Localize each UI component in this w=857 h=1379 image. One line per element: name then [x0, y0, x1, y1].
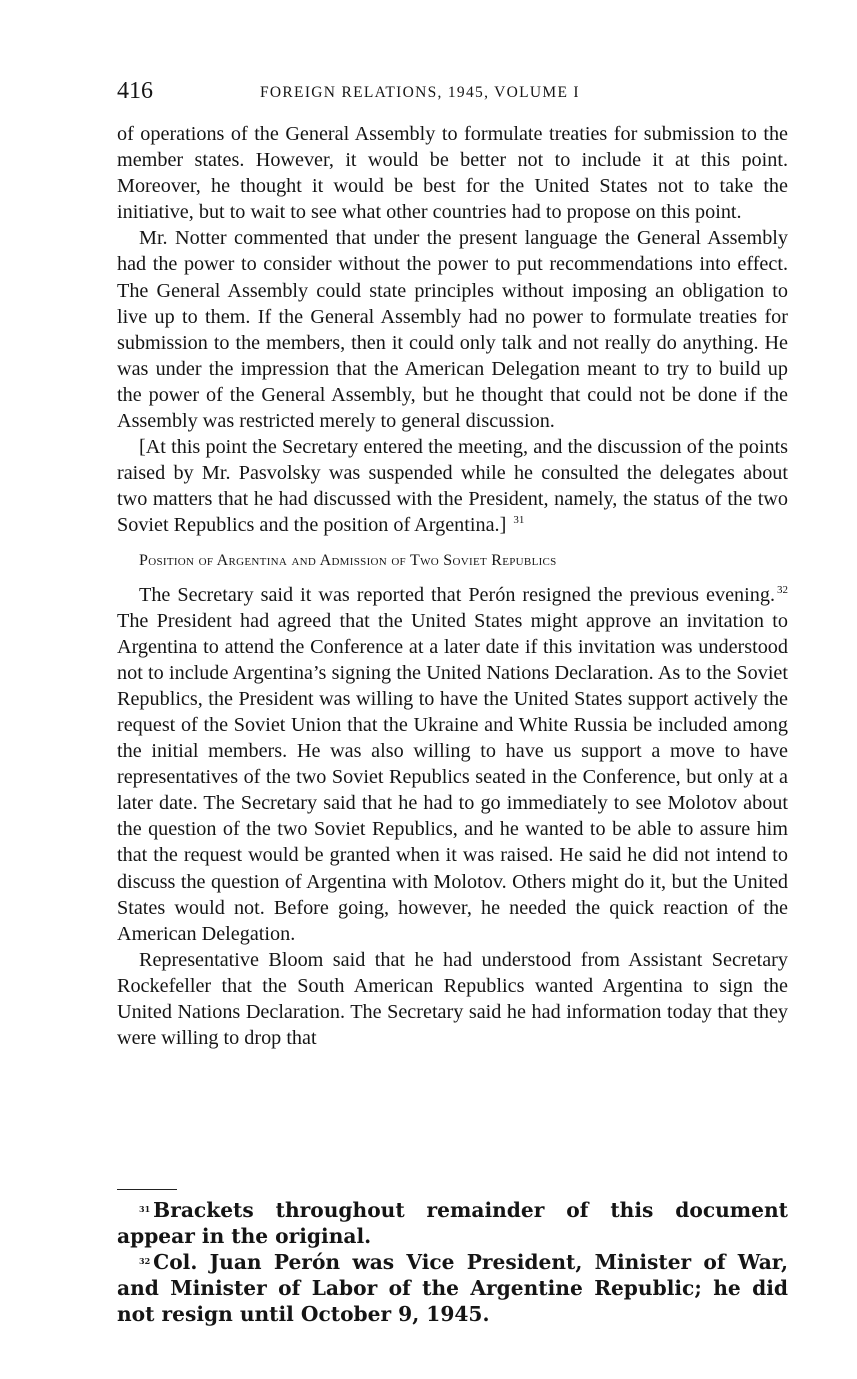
paragraph-notter: Mr. Notter commented that under the present language the General Assembly had the power to consider without the power to put recommendations into effect. The General Assembly could state principles without imposing an obligation to live up to them. If the General Assembly had no power to formulate treaties for submission to the members, then it could only talk and not really do anything. He was under the impression that the American Delegation meant to try to build up the power of the General Assembly, but he thought that could not be done if the Assembly was restricted merely to general discussion. [117, 227, 788, 433]
body-text [117, 121, 788, 1051]
paragraph-continued: of operations of the General Assembly to formulate treaties for submission to the member states. However, it would be better not to include it at this point. Moreover, he thought it would be best for the United States not to take the initiative, but to wait to see what other countries had to propose on this point. [117, 123, 788, 224]
paragraph-bloom: Representative Bloom said that he had understood from Assistant Secretary Rockefeller that the South American Republics wanted Argentina to sign the United Nations Declaration. The Secretary said he had information today that they were willing to drop that [117, 948, 788, 1050]
paragraph-peron-resigned [117, 582, 788, 947]
footnote-marker: 32 [139, 1256, 151, 1267]
footnote-ref-31: 31 [513, 514, 525, 527]
footnote-31 [117, 1197, 788, 1249]
footnote-text: Brackets throughout remainder of this document appear in the original. [117, 1198, 788, 1249]
running-head [117, 78, 788, 108]
section-heading: Position of Argentina and Admission of Two Soviet Republics [139, 551, 557, 569]
running-head-title: FOREIGN RELATIONS, 1945, VOLUME I [260, 84, 580, 101]
footnote-divider [117, 1189, 177, 1190]
page-number: 416 [117, 78, 153, 104]
footnote-text: Col. Juan Perón was Vice President, Minister of War, and Minister of Labor of the Argentine Republic; he did not resign until October 9, 1945. [117, 1250, 788, 1327]
footnote-32 [117, 1249, 788, 1327]
footnote-ref-32: 32 [777, 583, 788, 596]
footnote-marker: 31 [139, 1204, 151, 1214]
footnotes [117, 1197, 788, 1327]
paragraph-text: [At this point the Secretary entered the meeting, and the discussion of the points raised by Mr. Pasvolsky was suspended while he consulted the delegates about two matters that he had discussed with the President, namely, the status of the two Soviet Republics and the position of Argentina.] [117, 436, 788, 537]
paragraph-text-rest: The President had agreed that the United States might approve an invitation to Argentina to attend the Conference at a later date if this invitation was understood not to include Argentina’s signing the United Nations Declaration. As to the Soviet Republics, the President was willing to have the United States support actively the request of the Soviet Union that the Ukraine and White Russia be included among the initial members. He was also willing to have us support a move to have representatives of the two Soviet Republics seated in the Conference, but only at a later date. The Secretary said that he had to go immediately to see Molotov about the question of the two Soviet Republics, and he wanted to be able to assure him that the request would be granted when it was raised. He said he did not intend to discuss the question of Argentina with Molotov. Others might do it, but the United States would not. Before going, however, he needed the quick reaction of the American Delegation. [117, 609, 788, 945]
paragraph-text-start: The Secretary said it was reported that Perón resigned the previous evening. [139, 583, 775, 606]
paragraph-secretary-entered [117, 434, 788, 538]
